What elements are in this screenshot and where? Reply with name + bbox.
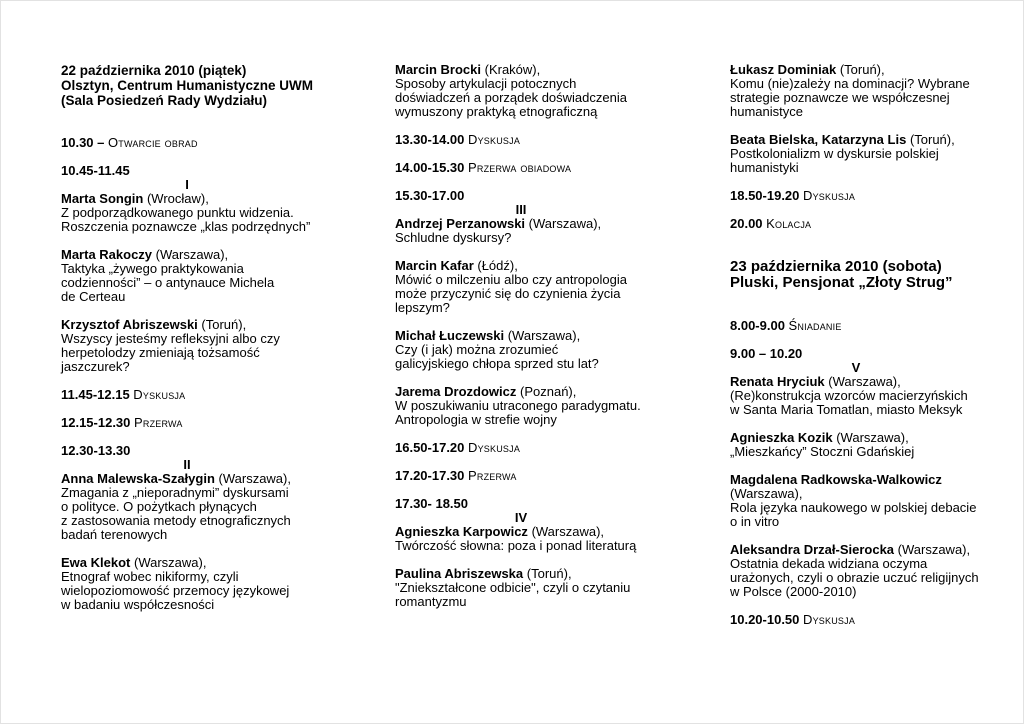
session-numeral: III [515, 202, 527, 217]
talk-description-line: Schludne dyskursy? [395, 230, 512, 245]
talk-description-line: jaszczurek? [61, 359, 130, 374]
time-label: 10.20-10.50 [730, 612, 804, 627]
session-numeral: II [183, 457, 191, 472]
speaker-name: Paulina Abriszewska [395, 566, 524, 581]
heading-line: Olsztyn, Centrum Humanistyczne UWM [61, 78, 314, 93]
talk-head [61, 472, 313, 486]
smallcaps-label: Śniadanie [788, 318, 842, 333]
talk-description-line: W poszukiwaniu utraconego paradygmatu. [395, 398, 641, 413]
talk-description-line: Z podporządkowanego punktu widzenia. [61, 205, 294, 220]
talk-head [61, 556, 313, 570]
speaker-name: Renata Hryciuk [730, 374, 825, 389]
smallcaps-label: Przerwa obiadowa [468, 160, 572, 175]
talk-description-line: Rola języka naukowego w polskiej debacie [730, 500, 977, 515]
talk-description-line: Wszyscy jesteśmy refleksyjni albo czy [61, 331, 280, 346]
heading-line: Pluski, Pensjonat „Złoty Strug” [730, 274, 953, 291]
speaker-affiliation: (Łódź), [477, 258, 518, 273]
speaker-name: Łukasz Dominiak [730, 62, 837, 77]
time-label: 10.30 – [61, 135, 108, 150]
talk-description-line: w Polsce (2000-2010) [730, 584, 857, 599]
talk-head [61, 192, 313, 206]
talk-description-line: Komu (nie)zależy na dominacji? Wybrane [730, 76, 970, 91]
talk [395, 385, 647, 427]
schedule-item [395, 441, 647, 455]
speaker-affiliation: (Warszawa), [133, 555, 207, 570]
smallcaps-label: Dyskusja [803, 188, 856, 203]
smallcaps-label: Dyskusja [803, 612, 856, 627]
talk-description-line: humanistyce [730, 104, 803, 119]
schedule-item [61, 416, 313, 430]
schedule-item [730, 613, 982, 627]
session-time: 9.00 – 10.20 [730, 346, 803, 361]
speaker-affiliation: (Kraków), [484, 62, 541, 77]
talk-description-line: Etnograf wobec nikiformy, czyli [61, 569, 239, 584]
session-numeral: V [851, 360, 861, 375]
talk [730, 133, 982, 175]
speaker-name: Aleksandra Drzał-Sierocka [730, 542, 895, 557]
talk-head [395, 329, 647, 343]
talk-description-line: strategie poznawcze we współczesnej [730, 90, 950, 105]
speaker-affiliation: (Warszawa), [897, 542, 971, 557]
talk-description-line: humanistyki [730, 160, 799, 175]
schedule-item [730, 189, 982, 203]
smallcaps-label: Otwarcie obrad [108, 135, 198, 150]
smallcaps-label: Dyskusja [468, 440, 521, 455]
day-heading [61, 63, 313, 108]
talk-head [395, 567, 647, 581]
talk-description-line: o in vitro [730, 514, 780, 529]
speaker-affiliation: (Warszawa), [507, 328, 581, 343]
time-label: 11.45-12.15 [61, 387, 134, 402]
talk-head [730, 543, 982, 557]
speaker-affiliation: (Toruń), [201, 317, 247, 332]
speaker-name: Krzysztof Abriszewski [61, 317, 198, 332]
speaker-affiliation: (Warszawa), [730, 486, 803, 501]
speaker-affiliation: (Wrocław), [146, 191, 209, 206]
session-time: 15.30-17.00 [395, 188, 465, 203]
talk-head [730, 133, 982, 147]
heading-line: (Sala Posiedzeń Rady Wydziału) [61, 93, 268, 108]
speaker-name: Agnieszka Karpowicz [395, 524, 528, 539]
talk-description-line: Mówić o milczeniu albo czy antropologia [395, 272, 627, 287]
speaker-affiliation: (Toruń), [526, 566, 572, 581]
talk [395, 259, 647, 315]
session-block [61, 444, 313, 472]
smallcaps-label: Przerwa [134, 415, 183, 430]
talk-description-line: wymuszony praktyką etnograficzną [395, 104, 598, 119]
program-column [61, 63, 313, 612]
talk-description-line: (Re)konstrukcja wzorców macierzyńskich [730, 388, 968, 403]
talk-description-line: de Certeau [61, 289, 126, 304]
talk-description-line: Zmagania z „nieporadnymi” dyskursami [61, 485, 289, 500]
smallcaps-label: Kolacja [766, 216, 812, 231]
talk-description-line: romantyzmu [395, 594, 467, 609]
speaker-name: Magdalena Radkowska-Walkowicz [730, 472, 942, 487]
speaker-name: Marta Rakoczy [61, 247, 153, 262]
talk-head [61, 248, 313, 262]
speaker-name: Marcin Kafar [395, 258, 474, 273]
time-label: 12.15-12.30 [61, 415, 135, 430]
schedule-item [61, 136, 313, 150]
talk-description-line: Roszczenia poznawcze „klas podrzędnych” [61, 219, 311, 234]
talk [730, 543, 982, 599]
session-time: 12.30-13.30 [61, 443, 131, 458]
schedule-item [395, 161, 647, 175]
speaker-name: Michał Łuczewski [395, 328, 505, 343]
schedule-item [730, 319, 982, 333]
speaker-name: Anna Malewska-Szałygin [61, 471, 215, 486]
talk-description-line: w Santa Maria Tomatlan, miasto Meksyk [730, 402, 963, 417]
session-numeral: I [185, 177, 189, 192]
time-label: 8.00-9.00 [730, 318, 789, 333]
talk-description-line: Czy (i jak) można zrozumieć [395, 342, 559, 357]
talk-head [730, 473, 982, 487]
time-label: 13.30-14.00 [395, 132, 469, 147]
heading-line: 22 października 2010 (piątek) [61, 63, 247, 78]
talk-description-line: wielopoziomowość przemocy językowej [61, 583, 290, 598]
talk-description-line: z zastosowania metody etnograficznych [61, 513, 291, 528]
talk [730, 473, 982, 529]
talk-head [395, 217, 647, 231]
talk-description-line: Antropologia w strefie wojny [395, 412, 557, 427]
talk-description-line: Postkolonializm w dyskursie polskiej [730, 146, 939, 161]
talk-description-line: galicyjskiego chłopa sprzed stu lat? [395, 356, 599, 371]
speaker-affiliation: (Warszawa), [836, 430, 909, 445]
session-numeral: IV [514, 510, 528, 525]
program-column [730, 63, 982, 627]
talk-head [395, 525, 647, 539]
talk-head [395, 63, 647, 77]
speaker-affiliation: (Poznań), [520, 384, 577, 399]
talk-description-line: „Mieszkańcy” Stoczni Gdańskiej [730, 444, 915, 459]
session-block [61, 164, 313, 192]
session-time: 10.45-11.45 [61, 163, 130, 178]
time-label: 20.00 [730, 216, 767, 231]
time-label: 16.50-17.20 [395, 440, 469, 455]
speaker-affiliation: (Warszawa), [528, 216, 602, 231]
talk-description-line: w badaniu współczesności [61, 597, 215, 612]
talk-description-line: lepszym? [395, 300, 450, 315]
talk-head [730, 63, 982, 77]
time-label: 18.50-19.20 [730, 188, 804, 203]
speaker-name: Andrzej Perzanowski [395, 216, 526, 231]
time-label: 14.00-15.30 [395, 160, 469, 175]
talk [395, 63, 647, 119]
talk [395, 567, 647, 609]
talk-description-line: Ostatnia dekada widziana oczyma [730, 556, 928, 571]
smallcaps-label: Przerwa [468, 468, 517, 483]
speaker-name: Marcin Brocki [395, 62, 481, 77]
session-block [395, 189, 647, 217]
talk [61, 472, 313, 542]
talk [395, 217, 647, 245]
talk-head [730, 431, 982, 445]
program-column [395, 63, 647, 609]
talk-description-line: herpetolodzy zmieniają tożsamość [61, 345, 260, 360]
speaker-name: Ewa Klekot [61, 555, 131, 570]
talk-description-line: codzienności” – o antynauce Michela [61, 275, 275, 290]
speaker-affiliation: (Warszawa), [155, 247, 229, 262]
speaker-affiliation: (Warszawa), [531, 524, 605, 539]
schedule-item [61, 388, 313, 402]
session-block [395, 497, 647, 525]
speaker-affiliation: (Toruń), [909, 132, 955, 147]
talk-description-line: urażonych, czyli o obrazie uczuć religijnych [730, 570, 979, 585]
speaker-name: Agnieszka Kozik [730, 430, 833, 445]
speaker-affiliation: (Warszawa), [828, 374, 901, 389]
smallcaps-label: Dyskusja [468, 132, 521, 147]
speaker-affiliation: (Toruń), [839, 62, 885, 77]
session-block [730, 347, 982, 375]
talk [61, 248, 313, 304]
talk-description-line: o polityce. O pożytkach płynących [61, 499, 257, 514]
schedule-item [730, 217, 982, 231]
talk-head [395, 259, 647, 273]
smallcaps-label: Dyskusja [133, 387, 186, 402]
talk [730, 63, 982, 119]
talk [61, 556, 313, 612]
day-heading [730, 259, 982, 291]
time-label: 17.20-17.30 [395, 468, 469, 483]
talk-description-line: "Zniekształcone odbicie", czyli o czytaniu [395, 580, 631, 595]
talk-head [730, 375, 982, 389]
schedule-item [395, 133, 647, 147]
talk [395, 525, 647, 553]
talk [730, 431, 982, 459]
talk-description-line: badań terenowych [61, 527, 168, 542]
talk [395, 329, 647, 371]
talk [730, 375, 982, 417]
talk-head-line2 [730, 487, 982, 501]
talk-description-line: może przyczynić się do czynienia życia [395, 286, 621, 301]
talk-description-line: Twórczość słowna: poza i ponad literaturą [395, 538, 637, 553]
speaker-name: Beata Bielska, Katarzyna Lis [730, 132, 907, 147]
talk-description-line: Sposoby artykulacji potocznych [395, 76, 577, 91]
session-time: 17.30- 18.50 [395, 496, 469, 511]
speaker-name: Jarema Drozdowicz [395, 384, 517, 399]
talk [61, 192, 313, 234]
talk-description-line: doświadczeń a porządek doświadczenia [395, 90, 627, 105]
talk-head [395, 385, 647, 399]
speaker-affiliation: (Warszawa), [218, 471, 291, 486]
heading-line: 23 października 2010 (sobota) [730, 258, 942, 275]
talk-description-line: Taktyka „żywego praktykowania [61, 261, 244, 276]
schedule-item [395, 469, 647, 483]
speaker-name: Marta Songin [61, 191, 144, 206]
talk-head [61, 318, 313, 332]
talk [61, 318, 313, 374]
